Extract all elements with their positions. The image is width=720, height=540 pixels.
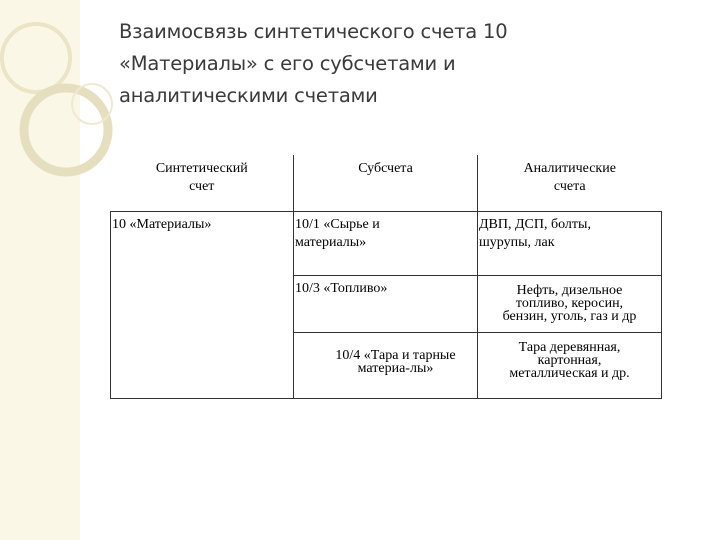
subaccount-cell: 10/1 «Сырье и материалы» (294, 211, 478, 275)
header-synthetic-account: Синтетический счет (111, 155, 294, 211)
header-subaccounts: Субсчета (294, 155, 478, 211)
synthetic-account-cell: 10 «Материалы» (111, 211, 294, 398)
subaccount-cell: 10/4 «Тара и тарные материа-лы» (294, 332, 478, 398)
title-line-1: Взаимосвязь синтетического счета 10 (119, 20, 508, 43)
analytic-cell: Тара деревянная, картонная, металлическая и др. (478, 332, 662, 398)
title-line-3: аналитическими счетами (119, 84, 378, 107)
accounts-relation-table (110, 155, 662, 399)
table-row (111, 211, 662, 275)
subaccount-cell: 10/3 «Топливо» (294, 275, 478, 332)
table-header-row (111, 155, 662, 211)
slide-title (119, 16, 679, 112)
header-analytic-accounts: Аналитические счета (478, 155, 662, 211)
analytic-cell: ДВП, ДСП, болты, шурупы, лак (478, 211, 662, 275)
analytic-cell: Нефть, дизельное топливо, керосин, бензин, уголь, газ и др (478, 275, 662, 332)
title-line-2: «Материалы» с его субсчетами и (119, 52, 456, 75)
